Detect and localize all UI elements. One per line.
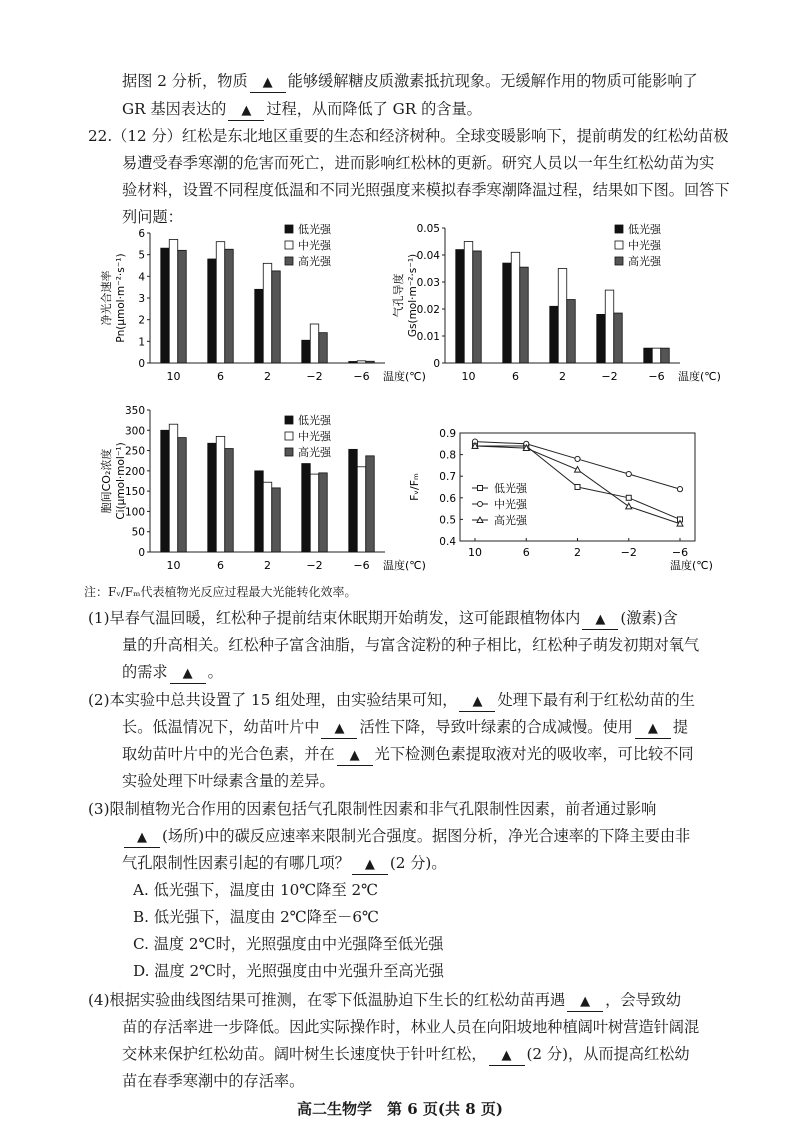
legend-marker: [478, 502, 483, 507]
y-tick-label: 0.02: [416, 304, 440, 316]
x-tick-label: 10: [166, 559, 181, 572]
bar: [357, 361, 366, 363]
bar: [558, 269, 567, 364]
y-tick-label: 200: [124, 465, 145, 478]
y-tick-label: 300: [124, 425, 145, 438]
y-tick-label: 250: [124, 445, 145, 458]
y-tick-label: 0.9: [439, 428, 456, 440]
y-tick-label: 6: [138, 228, 145, 240]
data-point: [677, 487, 682, 492]
bar: [272, 271, 281, 363]
s4-line-1: (4)根据实验曲线图结果可推测，在零下低温胁迫下生长的红松幼苗再遇 ▲ ，会导致幼: [88, 987, 681, 1015]
option-c[interactable]: C. 温度 2℃时，光照强度由中光强降至低光强: [133, 935, 444, 953]
y-tick-label: 0.6: [439, 492, 456, 505]
bar: [605, 290, 614, 363]
x-tick-label: −2: [601, 370, 618, 383]
y-tick-label: 0.8: [439, 449, 456, 462]
data-point: [575, 485, 580, 490]
bar: [310, 474, 319, 552]
y-tick-label: 50: [131, 526, 145, 539]
bar: [178, 250, 187, 363]
answer-blank[interactable]: ▲: [352, 856, 388, 875]
answer-blank[interactable]: ▲: [250, 74, 286, 93]
bar: [302, 464, 311, 552]
answer-blank[interactable]: ▲: [582, 611, 618, 630]
legend-marker: [478, 486, 483, 491]
y-tick-label: 0.01: [416, 331, 440, 343]
chart-net-photosynthesis: [100, 218, 430, 393]
x-tick-label: −2: [306, 559, 323, 572]
y-tick-label: 0.5: [439, 514, 456, 527]
x-tick-label: 6: [217, 370, 224, 383]
x-tick-label: −2: [306, 370, 323, 383]
s1-line-1: (1)早春气温回暖，红松种子提前结束休眠期开始萌发，这可能跟植物体内 ▲ (激素)含: [88, 605, 678, 633]
y-axis-label: Gs(mol·m⁻²·s⁻¹): [407, 253, 419, 338]
chart-intercellular-co2: [100, 402, 430, 577]
legend-label: 低光强: [298, 223, 331, 236]
legend-swatch: [615, 257, 623, 265]
legend-swatch: [615, 241, 623, 249]
x-axis-label: 温度(℃): [383, 370, 426, 383]
option-b[interactable]: B. 低光强下，温度由 2℃降至－6℃: [133, 908, 380, 926]
q22-line-2: 易遭受春季寒潮的危害而死亡，进而影响红松林的更新。研究人员以一年生红松幼苗为实: [122, 154, 715, 172]
y-axis-label: Fᵥ/Fₘ: [408, 473, 421, 501]
answer-blank[interactable]: ▲: [567, 993, 603, 1012]
x-tick-label: 2: [264, 370, 271, 383]
legend-swatch: [285, 257, 293, 265]
q22-line-3: 验材料，设置不同程度低温和不同光照强度来模拟春季寒潮降温过程，结果如下图。回答下: [122, 181, 730, 199]
bar: [319, 333, 328, 363]
bar: [456, 250, 465, 363]
bar: [302, 340, 311, 363]
bar: [178, 438, 187, 552]
s1-line-3: 的需求 ▲ 。: [122, 659, 223, 687]
bar: [255, 471, 264, 552]
x-tick-label: 2: [559, 370, 566, 383]
legend-label: 中光强: [298, 430, 331, 443]
option-a[interactable]: A. 低光强下，温度由 10℃降至 2℃: [133, 881, 379, 899]
x-tick-label: −6: [648, 370, 665, 383]
bar: [597, 314, 606, 363]
x-tick-label: −6: [353, 559, 370, 572]
y-tick-label: 0.4: [439, 536, 456, 548]
bar: [255, 289, 264, 363]
bar: [272, 488, 281, 552]
bar: [366, 361, 375, 363]
bar: [511, 252, 520, 363]
y-axis-label-cn: 净光合速率: [100, 270, 113, 326]
bar: [567, 300, 576, 363]
s1-line-2: 量的升高相关。红松种子富含油脂，与富含淀粉的种子相比，红松种子萌发初期对氧气: [122, 636, 700, 654]
data-point: [626, 503, 632, 509]
x-axis-label: 温度(℃): [670, 559, 713, 572]
q22-line-1: 22.（12 分）红松是东北地区重要的生态和经济树种。全球变暖影响下，提前萌发的红松幼苗极: [88, 127, 729, 145]
page-footer: 高二生物学 第 6 页(共 8 页): [297, 1100, 503, 1118]
s4-line-4: 苗在春季寒潮中的存活率。: [122, 1072, 305, 1090]
legend-swatch: [285, 225, 293, 233]
s3-line-3: 气孔限制性因素引起的有哪几项？ ▲ (2 分)。: [122, 850, 447, 878]
s2-line-3: 取幼苗叶片中的光合色素，并在 ▲ 光下检测色素提取液对光的吸收率，可比较不同: [122, 741, 694, 769]
s4-line-3: 交林来保护红松幼苗。阔叶树生长速度快于针叶红松， ▲ (2 分)，从而提高红松幼: [122, 1041, 690, 1069]
legend-label: 高光强: [628, 255, 661, 268]
bar: [349, 361, 358, 363]
answer-blank[interactable]: ▲: [337, 747, 373, 766]
intro-line-2: GR 基因表达的 ▲ 过程，从而降低了 GR 的含量。: [122, 96, 482, 124]
chart-stomatal-conductance: [390, 218, 730, 393]
x-tick-label: 6: [217, 559, 224, 572]
y-axis-label-cn: 胞间CO₂浓度: [100, 448, 113, 514]
y-tick-label: 2: [138, 314, 145, 327]
y-tick-label: 0: [138, 547, 145, 559]
q22-line-4: 列问题：: [122, 208, 183, 226]
chart-note: 注：Fᵥ/Fₘ代表植物光反应过程最大光能转化效率。: [84, 585, 357, 599]
bar: [225, 249, 234, 363]
x-tick-label: 10: [461, 370, 476, 383]
bar: [614, 313, 623, 363]
answer-blank[interactable]: ▲: [459, 693, 495, 712]
y-axis-label: Pn(μmol·m⁻²·s⁻¹): [115, 253, 127, 343]
y-tick-label: 0.7: [439, 471, 456, 484]
chart-fv-fm: [390, 415, 730, 585]
bar: [225, 449, 234, 552]
answer-blank[interactable]: ▲: [635, 720, 671, 739]
s3-line-1: (3)限制植物光合作用的因素包括气孔限制性因素和非气孔限制性因素，前者通过影响: [88, 800, 657, 818]
x-tick-label: 2: [574, 546, 581, 559]
bar: [520, 267, 529, 363]
bar: [161, 430, 170, 552]
bar: [263, 482, 272, 552]
legend-swatch: [285, 416, 293, 424]
x-tick-label: −2: [620, 546, 637, 559]
answer-blank[interactable]: ▲: [228, 102, 264, 121]
legend-label: 高光强: [298, 255, 331, 268]
s4-line-2: 苗的存活率进一步降低。因此实际操作时，林业人员在向阳坡地种植阔叶树营造针阔混: [122, 1018, 700, 1036]
legend-label: 高光强: [298, 446, 331, 459]
x-tick-label: 10: [166, 370, 181, 383]
bar: [216, 436, 225, 552]
x-tick-label: −6: [671, 546, 689, 559]
bar: [652, 348, 661, 363]
data-point: [626, 471, 631, 476]
legend-label: 高光强: [494, 514, 527, 527]
legend-swatch: [285, 448, 293, 456]
answer-blank[interactable]: ▲: [170, 665, 206, 684]
bar: [550, 306, 559, 363]
bar: [473, 251, 482, 363]
bar: [366, 456, 375, 552]
bar: [661, 348, 670, 363]
x-tick-label: 6: [522, 546, 530, 559]
bar: [357, 467, 366, 552]
legend-label: 中光强: [628, 239, 661, 252]
bar: [263, 263, 272, 363]
answer-blank[interactable]: ▲: [124, 829, 160, 848]
legend-label: 中光强: [494, 498, 527, 511]
legend-label: 低光强: [494, 482, 527, 495]
bar: [310, 324, 319, 363]
bar: [349, 449, 358, 552]
data-point: [575, 456, 580, 461]
x-axis-label: 温度(℃): [678, 370, 721, 383]
answer-blank[interactable]: ▲: [489, 1047, 525, 1066]
s2-line-1: (2)本实验中总共设置了 15 组处理，由实验结果可知， ▲ 处理下最有利于红松幼苗的生: [88, 687, 695, 715]
y-tick-label: 5: [138, 249, 145, 262]
answer-blank[interactable]: ▲: [321, 720, 357, 739]
data-point: [626, 495, 631, 500]
legend-swatch: [615, 225, 623, 233]
y-tick-label: 150: [124, 486, 145, 499]
option-d[interactable]: D. 温度 2℃时，光照强度由中光强升至高光强: [133, 962, 444, 980]
y-tick-label: 0.04: [416, 250, 440, 262]
y-tick-label: 0: [433, 358, 440, 370]
bar: [169, 424, 178, 552]
x-tick-label: −6: [353, 370, 370, 383]
bar: [319, 473, 328, 552]
y-tick-label: 3: [138, 293, 145, 305]
legend-swatch: [285, 432, 293, 440]
legend-label: 低光强: [628, 223, 661, 236]
legend-label: 低光强: [298, 414, 331, 427]
y-axis-label-cn: 气孔导度: [392, 273, 405, 318]
y-tick-label: 350: [124, 405, 145, 417]
intro-line-1: 据图 2 分析，物质 ▲ 能够缓解糖皮质激素抵抗现象。无缓解作用的物质可能影响了: [122, 68, 698, 96]
y-tick-label: 0: [138, 358, 145, 370]
x-axis-label: 温度(℃): [383, 559, 426, 572]
x-tick-label: 10: [468, 546, 482, 559]
bar: [216, 242, 225, 363]
legend-label: 中光强: [298, 239, 331, 252]
bar: [464, 242, 473, 364]
y-tick-label: 0.03: [416, 277, 440, 289]
bar: [208, 259, 217, 363]
y-tick-label: 4: [138, 271, 145, 284]
x-tick-label: 2: [264, 559, 271, 572]
bar: [169, 240, 178, 364]
s3-line-2: ▲ (场所)中的碳反应速率来限制光合强度。据图分析，净光合速率的下降主要由非: [122, 823, 690, 851]
s2-line-2: 长。低温情况下，幼苗叶片中 ▲ 活性下降，导致叶绿素的合成减慢。使用 ▲ 提: [122, 714, 688, 742]
y-axis-label: Ci(μmol·mol⁻¹): [115, 442, 127, 520]
s2-line-4: 实验处理下叶绿素含量的差异。: [122, 772, 335, 790]
y-tick-label: 1: [138, 336, 145, 349]
bar: [503, 263, 512, 363]
y-tick-label: 100: [124, 506, 145, 519]
x-tick-label: 6: [512, 370, 519, 383]
bar: [161, 248, 170, 363]
bar: [644, 348, 653, 363]
y-tick-label: 0.05: [416, 223, 440, 235]
legend-swatch: [285, 241, 293, 249]
bar: [208, 443, 217, 552]
